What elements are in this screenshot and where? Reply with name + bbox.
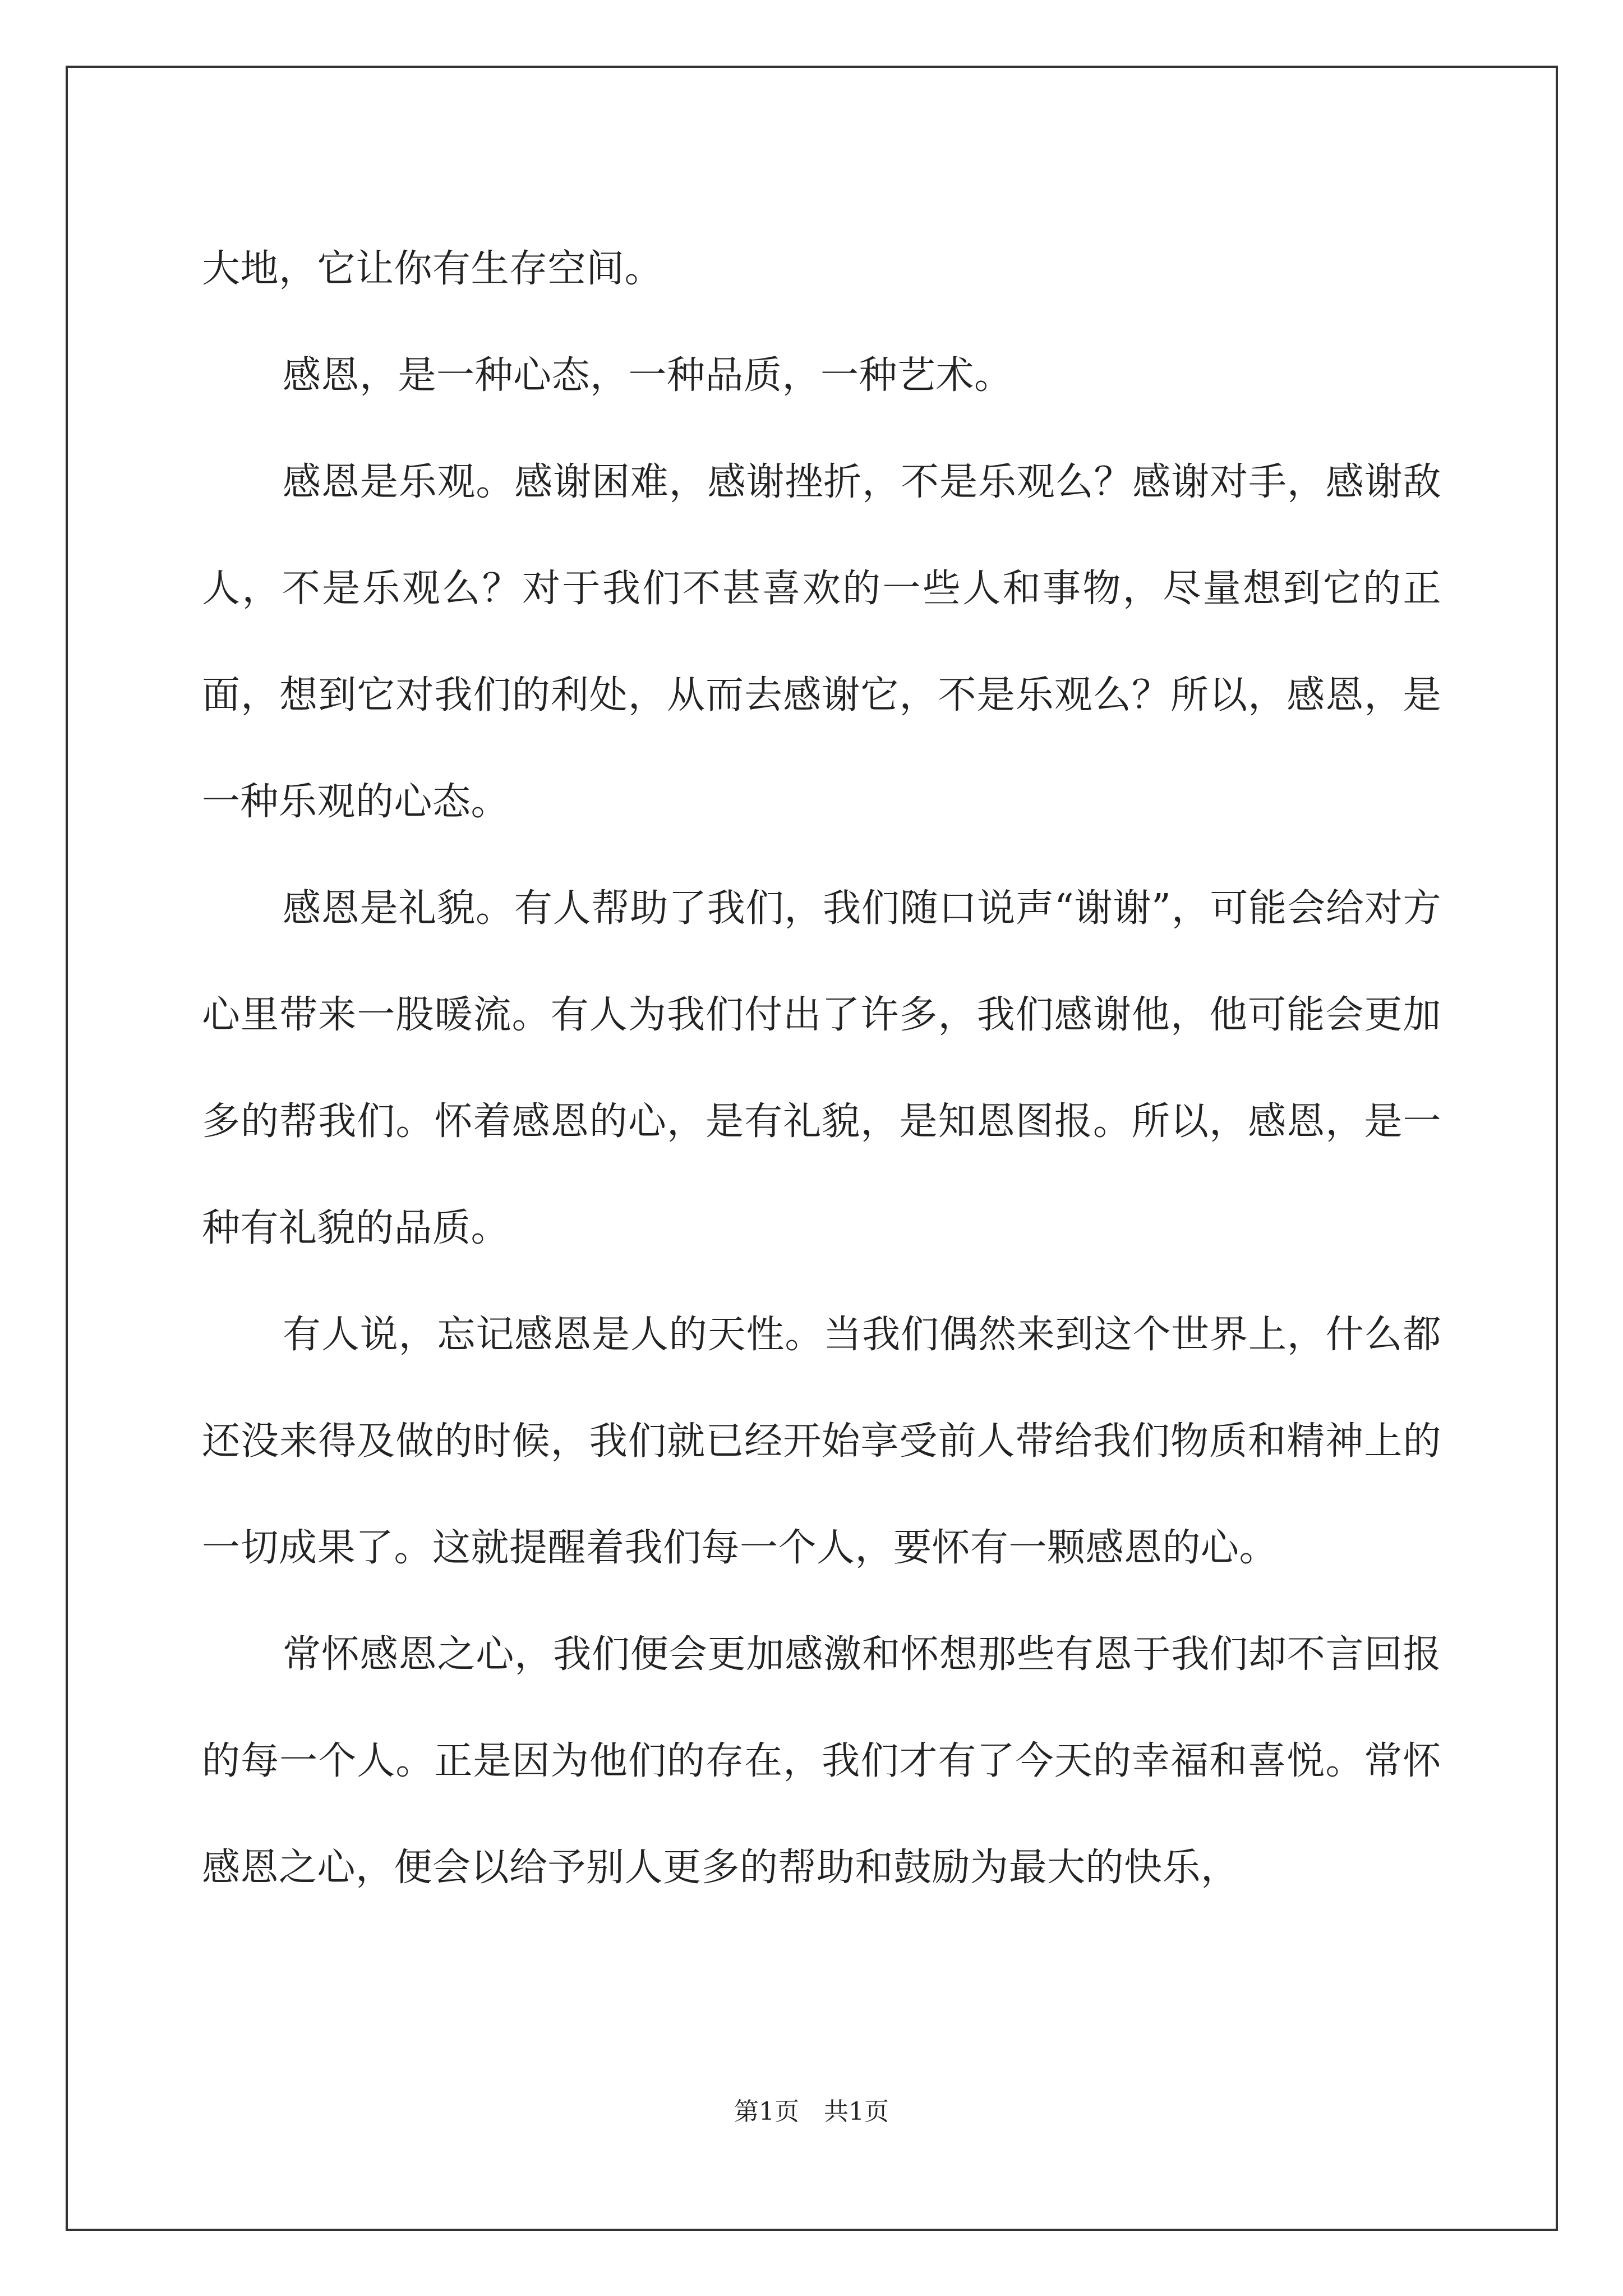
paragraph-5: 有人说，忘记感恩是人的天性。当我们偶然来到这个世界上，什么都还没来得及做的时候，我们就已经开始享受前人带给我们物质和精神上的一切成果了。这就提醒着我们每一个人，要怀有一颗感恩的心。 [202,1313,1441,1570]
paragraph-6: 常怀感恩之心，我们便会更加感激和怀想那些有恩于我们却不言回报的每一个人。正是因为他们的存在，我们才有了今天的幸福和喜悦。常怀感恩之心，便会以给予别人更多的帮助和鼓励为最大的快乐， [202,1632,1441,1890]
paragraph-1: 大地，它让你有生存空间。 [202,247,663,291]
document-body [202,216,1441,1921]
page-footer: 第1页 共1页 [734,2097,889,2126]
paragraph-4: 感恩是礼貌。有人帮助了我们，我们随口说声“谢谢”，可能会给对方心里带来一股暖流。有人为我们付出了许多，我们感谢他，他可能会更加多的帮我们。怀着感恩的心，是有礼貌，是知恩图报。所以，感恩，是一种有礼貌的品质。 [202,886,1441,1250]
paragraph-2: 感恩，是一种心态，一种品质，一种艺术。 [283,353,1013,398]
paragraph-3: 感恩是乐观。感谢困难，感谢挫折，不是乐观么？感谢对手，感谢敌人，不是乐观么？对于我们不甚喜欢的一些人和事物，尽量想到它的正面，想到它对我们的利处，从而去感谢它，不是乐观么？所以，感恩，是一种乐观的心态。 [202,460,1441,824]
